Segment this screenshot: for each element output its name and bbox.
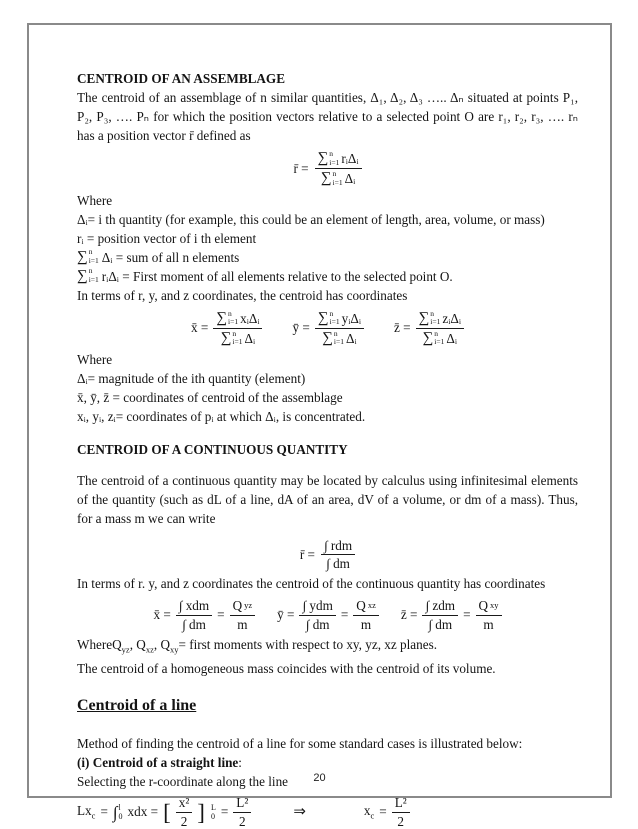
formula-row-xyz-assemblage: [77, 310, 578, 348]
right-bracket: ]: [197, 799, 205, 825]
formula-lhs: z̄ =: [393, 320, 411, 336]
fraction: $\frac{\text{L²}}{2}$: [392, 795, 410, 828]
document-page: [27, 23, 612, 829]
sum-notation: ∑ n i=1: [77, 266, 99, 284]
formula-lhs: r̄ =: [299, 546, 315, 562]
sum-notation: ∑ n i=1: [418, 308, 441, 327]
where-label: Where: [77, 192, 113, 208]
formula-xbar: [191, 310, 263, 348]
formula-lhs: r̄ =: [293, 160, 309, 176]
definition-text: Δᵢ = sum of all n elements: [101, 249, 240, 265]
sum-notation: ∑ n i=1: [322, 328, 344, 347]
section-title-continuous: CENTROID OF A CONTINUOUS QUANTITY: [77, 442, 348, 457]
where-q-line: [77, 635, 578, 660]
denominator-text: Δᵢ: [345, 330, 357, 346]
formula-straight-line: [77, 795, 578, 828]
q-symbol: Q: [356, 598, 366, 614]
q-subscript: xz: [367, 600, 376, 611]
denominator-text: m: [360, 616, 372, 632]
section-title-centroid-of-line: Centroid of a line: [77, 697, 197, 715]
definition-r-i: rᵢ = position vector of i th element: [77, 230, 257, 246]
coordinates-intro-continuous: In terms of r. y, and z coordinates the centroid of the continuous quantity has coordinates: [77, 576, 546, 592]
numerator-text: ∫ rdm: [321, 538, 355, 555]
page-content: [29, 25, 610, 829]
left-bracket: [: [163, 799, 171, 825]
where-q-text: = first moments with respect to xy, yz, xz planes.: [178, 636, 438, 652]
page-number: 20: [313, 772, 326, 784]
q-subscript: yz: [121, 644, 130, 655]
equals-sign: =: [340, 607, 349, 623]
coordinates-intro: In terms of r, y, and z coordinates, the centroid has coordinates: [77, 287, 408, 303]
assemblage-intro-paragraph: The centroid of an assemblage of n similar quantities, Δ₁, Δ₂, Δ₃ ….. Δₙ situated at points P₁, P₂, P₃, …. Pₙ for which the position vectors relative to a selected point O are r₁, r₂, r₃, …. rₙ has a position vector r̄ defined as: [77, 90, 578, 143]
numerator-text: ∫ xdm: [176, 598, 212, 615]
denominator-text: m: [237, 616, 248, 632]
numerator-text: yᵢΔᵢ: [341, 310, 361, 326]
formula-lhs: ȳ =: [277, 607, 295, 623]
formula-zbar-continuous: [401, 598, 502, 631]
denominator-text: ∫ dm: [428, 616, 453, 632]
numerator-text: ∫ ydm: [299, 598, 335, 615]
denominator-text: m: [483, 616, 494, 632]
integral-sign: ∫ l 0: [112, 802, 123, 822]
sum-notation: ∑ n i=1: [317, 308, 340, 327]
numerator-text: ∫ zdm: [422, 598, 458, 615]
integrand-text: xdx =: [127, 804, 159, 820]
subsection-title: (i) Centroid of a straight line: [77, 755, 239, 771]
q-subscript: xy: [169, 644, 179, 655]
fraction: [315, 150, 362, 188]
definition-centroid-coords: x̄, ȳ, z̄ = coordinates of centroid of the assemblage: [77, 390, 343, 405]
integral-derivation: [77, 795, 251, 828]
section-title-assemblage: CENTROID OF AN ASSEMBLAGE: [77, 71, 285, 86]
equals-sign: =: [217, 607, 225, 623]
implies-arrow: ⇒: [293, 804, 306, 820]
formula-lhs: ȳ =: [292, 320, 310, 336]
q-subscript: yz: [244, 600, 253, 611]
where-q-text: WhereQ: [77, 636, 122, 652]
sum-notation: ∑ n i=1: [317, 149, 340, 167]
formula-ybar: [292, 310, 364, 348]
fraction: $\frac{\text{L²}}{2}$: [233, 795, 251, 828]
method-intro: Method of finding the centroid of a line for some standard cases is illustrated below:: [77, 736, 523, 752]
definition-delta-i: Δᵢ= i th quantity (for example, this could be an element of length, area, volume, or mass): [77, 211, 545, 227]
equals-sign: =: [220, 804, 229, 820]
formula-rbar-assemblage: [77, 150, 578, 188]
subsection-colon: :: [238, 755, 242, 771]
definition-first-moment: [77, 267, 578, 286]
denominator-text: Δᵢ: [344, 171, 356, 187]
equals-sign: =: [100, 804, 108, 820]
q-symbol: Q: [232, 598, 243, 614]
sum-notation: ∑ n i=1: [77, 247, 99, 265]
definition-sum-delta: [77, 248, 578, 267]
evaluation-limits: L 0: [210, 802, 216, 821]
denominator-text: Δᵢ: [446, 330, 457, 346]
formula-lhs: x̄ =: [190, 320, 209, 336]
formula-xbar-continuous: [153, 598, 255, 631]
sum-notation: ∑ n i=1: [320, 169, 343, 187]
denominator-text: ∫ dm: [182, 616, 206, 632]
definition-text: rᵢΔᵢ = First moment of all elements relative to the selected point O.: [101, 268, 453, 284]
definition-point-coords: xᵢ, yᵢ, zᵢ= coordinates of pᵢ at which Δᵢ, is concentrated.: [77, 409, 366, 424]
q-symbol: Q: [478, 598, 489, 614]
where-label: Where: [77, 352, 113, 367]
where-q-text: , Q: [129, 636, 146, 652]
sum-notation: ∑ n i=1: [422, 328, 445, 347]
continuous-intro-paragraph: The centroid of a continuous quantity may be located by calculus using infinitesimal elements of the quantity (such as dL of a line, dA of an area, dV of a volume, or dm of a mass). Thus, for a mass m we can write: [77, 473, 578, 526]
denominator-text: Δᵢ: [244, 330, 256, 346]
formula-zbar: [394, 310, 464, 348]
q-subscript: xy: [490, 600, 499, 611]
formula-ybar-continuous: [277, 598, 379, 631]
lhs-text: $Lx_c$: [77, 803, 96, 821]
selecting-coordinate-line: Selecting the r-coordinate along the line: [77, 774, 289, 790]
formula-row-xyz-continuous: [77, 598, 578, 631]
definition-magnitude: Δᵢ= magnitude of the ith quantity (element): [77, 371, 306, 386]
result-xc: [364, 795, 410, 828]
formula-lhs: x̄ =: [153, 607, 171, 623]
fraction: $\frac{\text{x²}}{2}$: [176, 795, 193, 828]
fraction: [321, 538, 355, 571]
numerator-text: zᵢΔᵢ: [442, 310, 462, 326]
formula-rbar-continuous: [77, 538, 578, 571]
homogeneous-mass-note: The centroid of a homogeneous mass coincides with the centroid of its volume.: [77, 661, 496, 677]
where-q-text: , Q: [153, 636, 170, 652]
equals-sign: =: [463, 607, 471, 623]
numerator-text: xᵢΔᵢ: [240, 310, 260, 326]
denominator-text: ∫ dm: [305, 616, 330, 632]
equals-sign: =: [379, 804, 387, 820]
numerator-text: rᵢΔᵢ: [341, 151, 359, 167]
sum-notation: ∑ n i=1: [220, 328, 243, 347]
denominator-text: ∫ dm: [326, 556, 350, 572]
subsection-straight-line: [77, 753, 578, 772]
sum-notation: ∑ n i=1: [216, 308, 239, 327]
q-subscript: xz: [145, 644, 154, 655]
xc-symbol: $x_c$: [363, 803, 375, 821]
formula-lhs: z̄ =: [400, 607, 418, 623]
